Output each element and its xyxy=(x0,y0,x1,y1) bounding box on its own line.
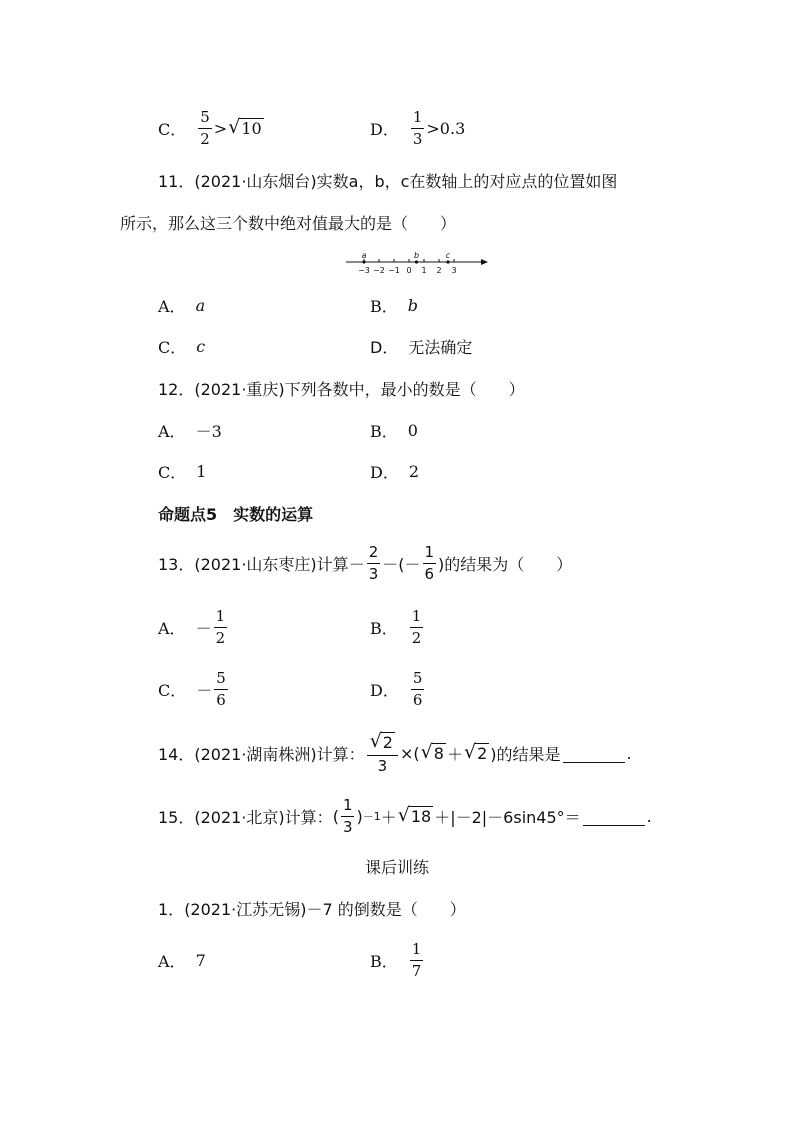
option-label: C． xyxy=(158,119,187,139)
option-text: 1 xyxy=(196,461,207,481)
homework-title: 课后训练 xyxy=(364,857,429,877)
option-text: a xyxy=(195,295,206,315)
q13-option-b[interactable] xyxy=(370,607,425,647)
question-stem: )的结果是 xyxy=(490,744,561,764)
question-stem: 计算： xyxy=(284,807,333,827)
option-label: D． xyxy=(370,119,399,139)
q13-option-c[interactable] xyxy=(158,669,230,709)
option-text: －3 xyxy=(195,421,222,441)
number-line-tick-label: −1 xyxy=(388,266,400,275)
option-text: 0 xyxy=(407,420,418,440)
q15-stem xyxy=(158,796,652,836)
fraction: $\frac{1}{3}$ xyxy=(342,795,353,836)
q11-option-b[interactable] xyxy=(370,285,418,325)
period: . xyxy=(646,806,652,826)
q12-option-a[interactable] xyxy=(158,410,222,450)
number-line-tick-label: 0 xyxy=(406,266,412,275)
section-heading: 命题点5 实数的运算 xyxy=(158,504,314,524)
number-line-point-label: b xyxy=(413,251,420,260)
question-source: (2021·山东烟台) xyxy=(194,171,317,191)
option-text: 2 xyxy=(408,461,420,481)
operator: > xyxy=(213,118,228,138)
minus-sign: － xyxy=(196,680,213,700)
period: . xyxy=(626,743,632,763)
option-label: D． xyxy=(370,680,399,700)
option-label: A． xyxy=(158,618,186,638)
number-line-point xyxy=(415,260,418,263)
plus-sign: ＋ xyxy=(380,807,397,827)
homework-heading xyxy=(0,846,794,886)
number-line-tick-label: 1 xyxy=(421,266,427,275)
q14-stem xyxy=(158,730,632,775)
number-line-tick-label: 2 xyxy=(436,266,442,275)
question-number: 12． xyxy=(158,379,195,399)
expression-text: ×( xyxy=(399,743,420,763)
answer-blank[interactable] xyxy=(583,807,645,826)
number-line-figure xyxy=(342,248,492,278)
question-source: (2021·湖南株洲) xyxy=(194,744,317,764)
option-label: A． xyxy=(158,296,186,316)
q13-stem xyxy=(158,543,572,583)
q12-stem xyxy=(158,368,525,408)
q11-stem-line2 xyxy=(120,202,456,242)
fraction: √ 2 3 xyxy=(367,732,398,774)
square-root: √ 10 xyxy=(228,116,262,138)
number-line-point-label: c xyxy=(445,251,451,260)
option-label: D． xyxy=(370,462,399,482)
square-root: √ 2 xyxy=(463,741,488,763)
q13-option-d[interactable] xyxy=(370,669,426,709)
q11-option-a[interactable] xyxy=(158,285,205,325)
q12-option-d[interactable] xyxy=(370,451,419,491)
fraction: $\frac{1}{6}$ xyxy=(424,542,435,583)
number-line-tick-label: −3 xyxy=(358,266,370,275)
question-stem: )的结果为（ ） xyxy=(438,554,573,574)
question-source: (2021·重庆) xyxy=(194,379,285,399)
question-stem: 下列各数中，最小的数是（ ） xyxy=(284,379,525,399)
option-text: 无法确定 xyxy=(408,337,473,357)
question-number: 11． xyxy=(158,171,195,191)
question-stem: 实数a，b，c在数轴上的对应点的位置如图 xyxy=(316,171,618,191)
option-label: C． xyxy=(158,462,187,482)
question-number: 14． xyxy=(158,744,195,764)
minus-sign: － xyxy=(348,554,365,574)
question-number: 1． xyxy=(158,899,185,919)
option-label: A． xyxy=(158,421,186,441)
paren-open: ( xyxy=(332,806,339,826)
square-root: √ 8 xyxy=(420,741,444,763)
arrow-right-icon xyxy=(481,259,488,265)
fraction: $\frac{1}{2}$ xyxy=(411,606,422,647)
q11-option-c[interactable] xyxy=(158,326,205,366)
fraction: $\frac{1}{2}$ xyxy=(215,606,226,647)
option-label: B． xyxy=(370,296,398,316)
paren-close: ) xyxy=(356,806,363,826)
option-label: B． xyxy=(370,421,398,441)
fraction: $\frac{5}{2}$ xyxy=(200,107,210,148)
q11-option-d[interactable] xyxy=(370,326,472,366)
option-label: C． xyxy=(158,337,187,357)
fraction: $\frac{1}{7}$ xyxy=(411,939,422,980)
option-label: A． xyxy=(158,951,186,971)
question-stem: 计算 xyxy=(316,554,349,574)
option-text: >0.3 xyxy=(426,118,466,138)
question-source: (2021·北京) xyxy=(194,807,285,827)
fraction: $\frac{5}{6}$ xyxy=(216,668,226,709)
q12-option-b[interactable] xyxy=(370,410,418,450)
question-number: 13． xyxy=(158,554,195,574)
q10-option-c[interactable] xyxy=(158,108,265,148)
h1-stem xyxy=(158,888,466,928)
expression-text: －(－ xyxy=(382,554,421,574)
number-line-tick-label: 3 xyxy=(451,266,457,275)
number-line-point xyxy=(446,260,449,263)
square-root: √ 2 xyxy=(369,730,393,752)
question-source: (2021·江苏无锡) xyxy=(184,899,307,919)
q12-option-c[interactable] xyxy=(158,451,206,491)
question-stem: 所示，那么这三个数中绝对值最大的是（ ） xyxy=(120,213,457,233)
option-text: c xyxy=(196,336,206,356)
question-stem: －7 的倒数是（ ） xyxy=(306,899,466,919)
number-line-point xyxy=(362,260,365,263)
fraction: $\frac{1}{3}$ xyxy=(412,107,423,148)
option-label: D． xyxy=(370,337,399,357)
q13-option-a[interactable] xyxy=(158,607,229,647)
option-text: b xyxy=(407,295,419,315)
h1-option-b[interactable] xyxy=(370,940,425,980)
option-label: B． xyxy=(370,951,398,971)
answer-blank[interactable] xyxy=(563,744,625,763)
q10-option-d[interactable] xyxy=(370,108,465,148)
number-line-tick-label: −2 xyxy=(373,266,385,275)
minus-sign: － xyxy=(195,618,212,638)
fraction: $\frac{5}{6}$ xyxy=(412,668,423,709)
fraction: $\frac{2}{3}$ xyxy=(368,542,379,583)
q11-stem-line1 xyxy=(158,160,617,200)
option-label: B． xyxy=(370,618,398,638)
option-label: C． xyxy=(158,680,187,700)
number-line-point-label: a xyxy=(361,251,367,260)
square-root: √ 18 xyxy=(397,804,432,826)
question-source: (2021·山东枣庄) xyxy=(194,554,317,574)
plus-sign: ＋ xyxy=(446,744,463,764)
question-number: 15． xyxy=(158,807,195,827)
h1-option-a[interactable] xyxy=(158,940,206,980)
expression-text: ＋|－2|－6sin45°＝ xyxy=(434,807,581,827)
exponent: －1 xyxy=(362,810,381,823)
option-text: 7 xyxy=(195,950,206,970)
question-stem: 计算： xyxy=(316,744,365,764)
